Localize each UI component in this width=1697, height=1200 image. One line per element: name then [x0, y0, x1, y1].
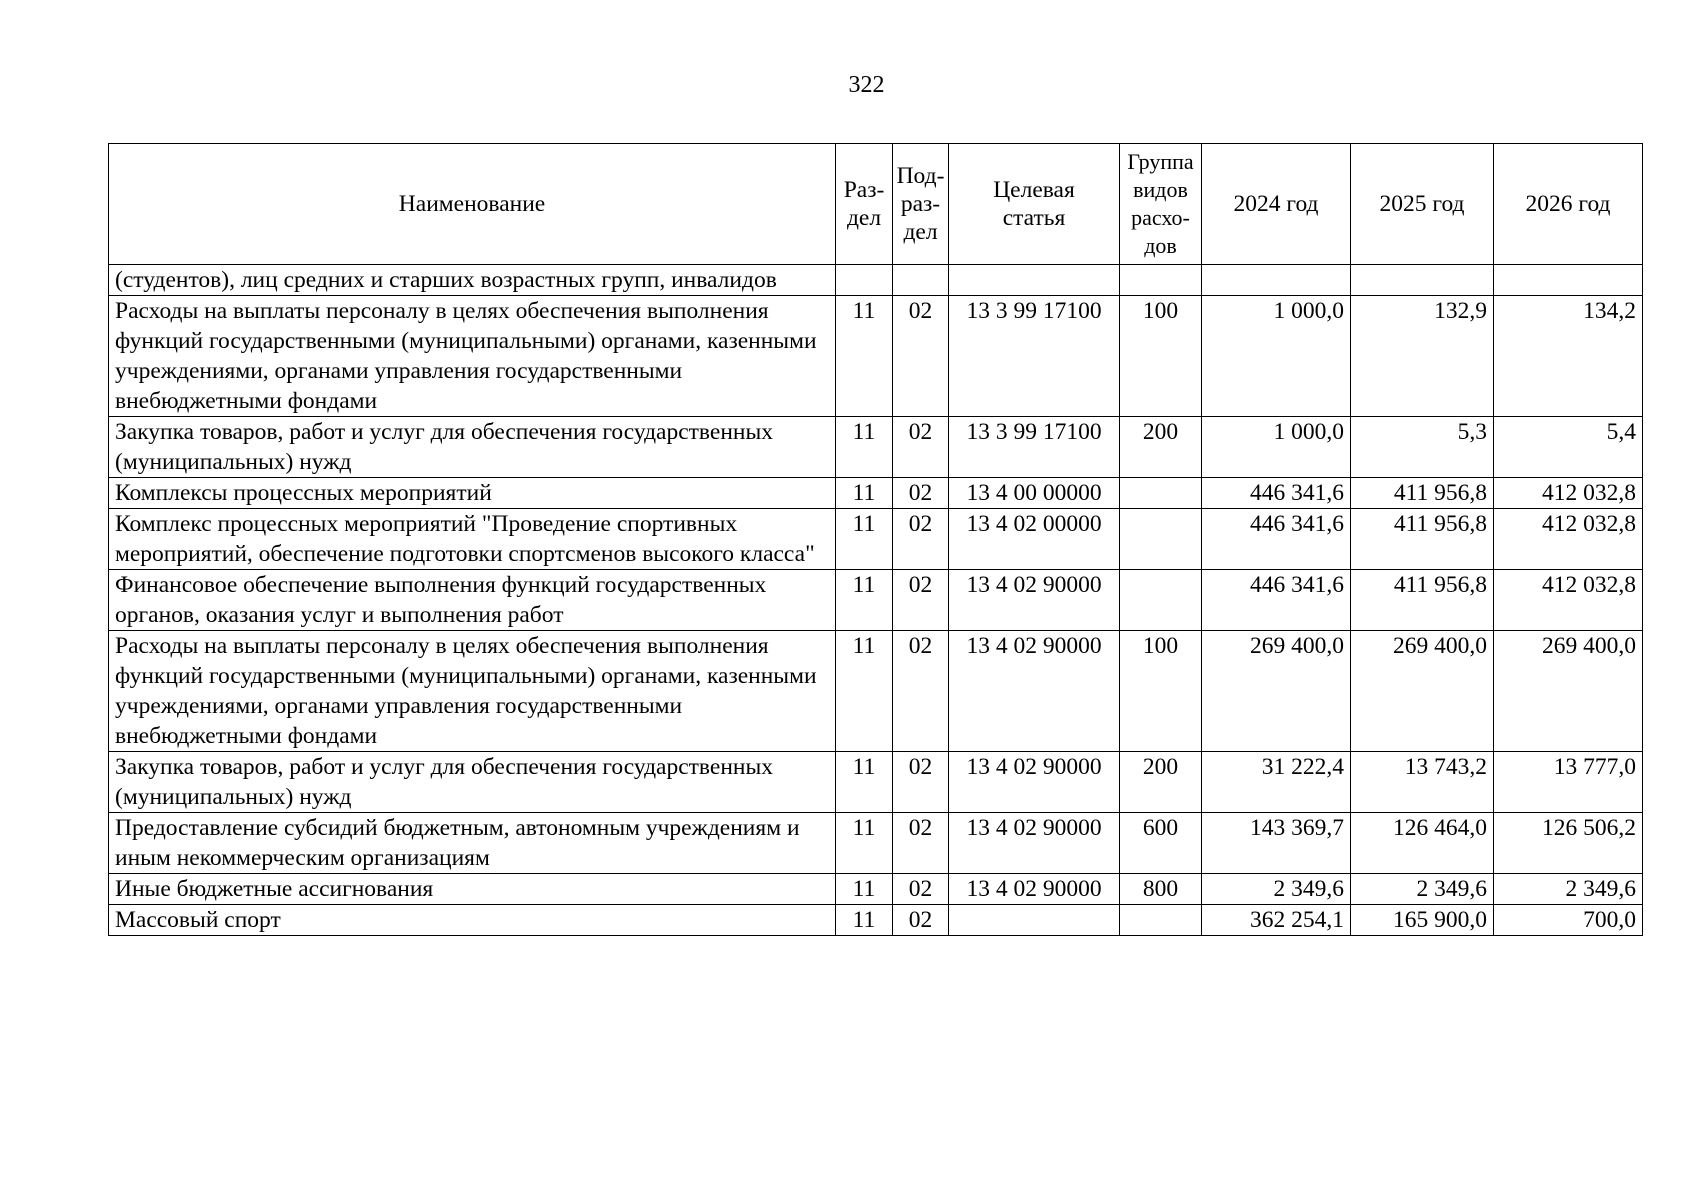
cell-podrazdel — [893, 265, 949, 296]
cell-2026: 412 032,8 — [1494, 570, 1643, 631]
table-row — [109, 752, 1643, 813]
cell-target-article — [949, 265, 1120, 296]
cell-2025: 411 956,8 — [1351, 478, 1494, 509]
cell-razdel: 11 — [836, 509, 893, 570]
cell-razdel: 11 — [836, 813, 893, 874]
cell-podrazdel: 02 — [893, 874, 949, 905]
cell-podrazdel: 02 — [893, 631, 949, 752]
cell-expense-group — [1120, 265, 1202, 296]
cell-2025: 411 956,8 — [1351, 570, 1494, 631]
table-row — [109, 813, 1643, 874]
cell-2024: 31 222,4 — [1202, 752, 1351, 813]
cell-target-article: 13 4 02 90000 — [949, 752, 1120, 813]
cell-expense-group — [1120, 905, 1202, 936]
cell-2026: 412 032,8 — [1494, 509, 1643, 570]
cell-2026: 126 506,2 — [1494, 813, 1643, 874]
table-row — [109, 417, 1643, 478]
cell-razdel: 11 — [836, 570, 893, 631]
cell-target-article: 13 4 02 90000 — [949, 874, 1120, 905]
cell-razdel: 11 — [836, 296, 893, 417]
cell-podrazdel: 02 — [893, 813, 949, 874]
header-name: Наименование — [109, 144, 836, 265]
cell-name: Закупка товаров, работ и услуг для обеспечения государственных (муниципальных) нужд — [109, 752, 836, 813]
cell-razdel: 11 — [836, 417, 893, 478]
cell-podrazdel: 02 — [893, 570, 949, 631]
cell-podrazdel: 02 — [893, 905, 949, 936]
table-row — [109, 874, 1643, 905]
table-header-row — [109, 144, 1643, 265]
cell-podrazdel: 02 — [893, 417, 949, 478]
cell-2025: 165 900,0 — [1351, 905, 1494, 936]
table-row — [109, 478, 1643, 509]
cell-2025: 411 956,8 — [1351, 509, 1494, 570]
cell-2026: 13 777,0 — [1494, 752, 1643, 813]
cell-expense-group: 200 — [1120, 417, 1202, 478]
cell-2025: 132,9 — [1351, 296, 1494, 417]
cell-name: Закупка товаров, работ и услуг для обеспечения государственных (муниципальных) нужд — [109, 417, 836, 478]
cell-podrazdel: 02 — [893, 296, 949, 417]
cell-razdel — [836, 265, 893, 296]
cell-name: Комплекс процессных мероприятий "Проведение спортивных мероприятий, обеспечение подготовки спортсменов высокого класса" — [109, 509, 836, 570]
cell-2024 — [1202, 265, 1351, 296]
cell-podrazdel: 02 — [893, 478, 949, 509]
cell-name: Иные бюджетные ассигнования — [109, 874, 836, 905]
header-2026: 2026 год — [1494, 144, 1643, 265]
cell-expense-group: 100 — [1120, 296, 1202, 417]
cell-2026: 134,2 — [1494, 296, 1643, 417]
cell-expense-group — [1120, 570, 1202, 631]
cell-razdel: 11 — [836, 478, 893, 509]
cell-name: Расходы на выплаты персоналу в целях обеспечения выполнения функций государственными (муниципальными) органами, казенными учреждениями, органами управления государственными внебюджетными фондами — [109, 631, 836, 752]
cell-2025: 13 743,2 — [1351, 752, 1494, 813]
cell-name: Расходы на выплаты персоналу в целях обеспечения выполнения функций государственными (муниципальными) органами, казенными учреждениями, органами управления государственными внебюджетными фондами — [109, 296, 836, 417]
cell-name: Комплексы процессных мероприятий — [109, 478, 836, 509]
cell-2025: 126 464,0 — [1351, 813, 1494, 874]
header-expense-group: Группа видов расхо- дов — [1120, 144, 1202, 265]
cell-target-article: 13 4 02 90000 — [949, 813, 1120, 874]
page-number: 322 — [848, 72, 885, 98]
cell-name: Финансовое обеспечение выполнения функций государственных органов, оказания услуг и выполнения работ — [109, 570, 836, 631]
cell-2024: 143 369,7 — [1202, 813, 1351, 874]
header-podrazdel: Под- раз- дел — [893, 144, 949, 265]
cell-expense-group: 200 — [1120, 752, 1202, 813]
header-razdel: Раз- дел — [836, 144, 893, 265]
cell-2024: 2 349,6 — [1202, 874, 1351, 905]
cell-target-article: 13 4 02 90000 — [949, 631, 1120, 752]
cell-2024: 446 341,6 — [1202, 570, 1351, 631]
cell-2025: 269 400,0 — [1351, 631, 1494, 752]
cell-razdel: 11 — [836, 874, 893, 905]
cell-razdel: 11 — [836, 752, 893, 813]
cell-name: Массовый спорт — [109, 905, 836, 936]
table-row — [109, 905, 1643, 936]
cell-2026: 5,4 — [1494, 417, 1643, 478]
cell-2026: 412 032,8 — [1494, 478, 1643, 509]
cell-2025: 5,3 — [1351, 417, 1494, 478]
cell-name: (студентов), лиц средних и старших возрастных групп, инвалидов — [109, 265, 836, 296]
cell-expense-group — [1120, 509, 1202, 570]
cell-2026: 269 400,0 — [1494, 631, 1643, 752]
cell-2024: 1 000,0 — [1202, 417, 1351, 478]
header-target-article: Целевая статья — [949, 144, 1120, 265]
cell-2024: 446 341,6 — [1202, 478, 1351, 509]
table-row — [109, 296, 1643, 417]
header-2024: 2024 год — [1202, 144, 1351, 265]
cell-target-article: 13 3 99 17100 — [949, 296, 1120, 417]
cell-2024: 446 341,6 — [1202, 509, 1351, 570]
cell-target-article: 13 4 02 90000 — [949, 570, 1120, 631]
table-row — [109, 570, 1643, 631]
cell-razdel: 11 — [836, 905, 893, 936]
cell-2025 — [1351, 265, 1494, 296]
cell-target-article: 13 3 99 17100 — [949, 417, 1120, 478]
cell-name: Предоставление субсидий бюджетным, автономным учреждениям и иным некоммерческим организациям — [109, 813, 836, 874]
cell-target-article — [949, 905, 1120, 936]
table-row — [109, 265, 1643, 296]
table-row — [109, 631, 1643, 752]
cell-2024: 269 400,0 — [1202, 631, 1351, 752]
cell-podrazdel: 02 — [893, 752, 949, 813]
cell-podrazdel: 02 — [893, 509, 949, 570]
cell-2026: 700,0 — [1494, 905, 1643, 936]
cell-expense-group: 800 — [1120, 874, 1202, 905]
table-row — [109, 509, 1643, 570]
cell-expense-group: 100 — [1120, 631, 1202, 752]
cell-2025: 2 349,6 — [1351, 874, 1494, 905]
cell-2026: 2 349,6 — [1494, 874, 1643, 905]
header-2025: 2025 год — [1351, 144, 1494, 265]
cell-2024: 1 000,0 — [1202, 296, 1351, 417]
cell-expense-group: 600 — [1120, 813, 1202, 874]
cell-2026 — [1494, 265, 1643, 296]
budget-table — [108, 143, 1643, 936]
cell-razdel: 11 — [836, 631, 893, 752]
cell-2024: 362 254,1 — [1202, 905, 1351, 936]
cell-target-article: 13 4 02 00000 — [949, 509, 1120, 570]
cell-target-article: 13 4 00 00000 — [949, 478, 1120, 509]
cell-expense-group — [1120, 478, 1202, 509]
